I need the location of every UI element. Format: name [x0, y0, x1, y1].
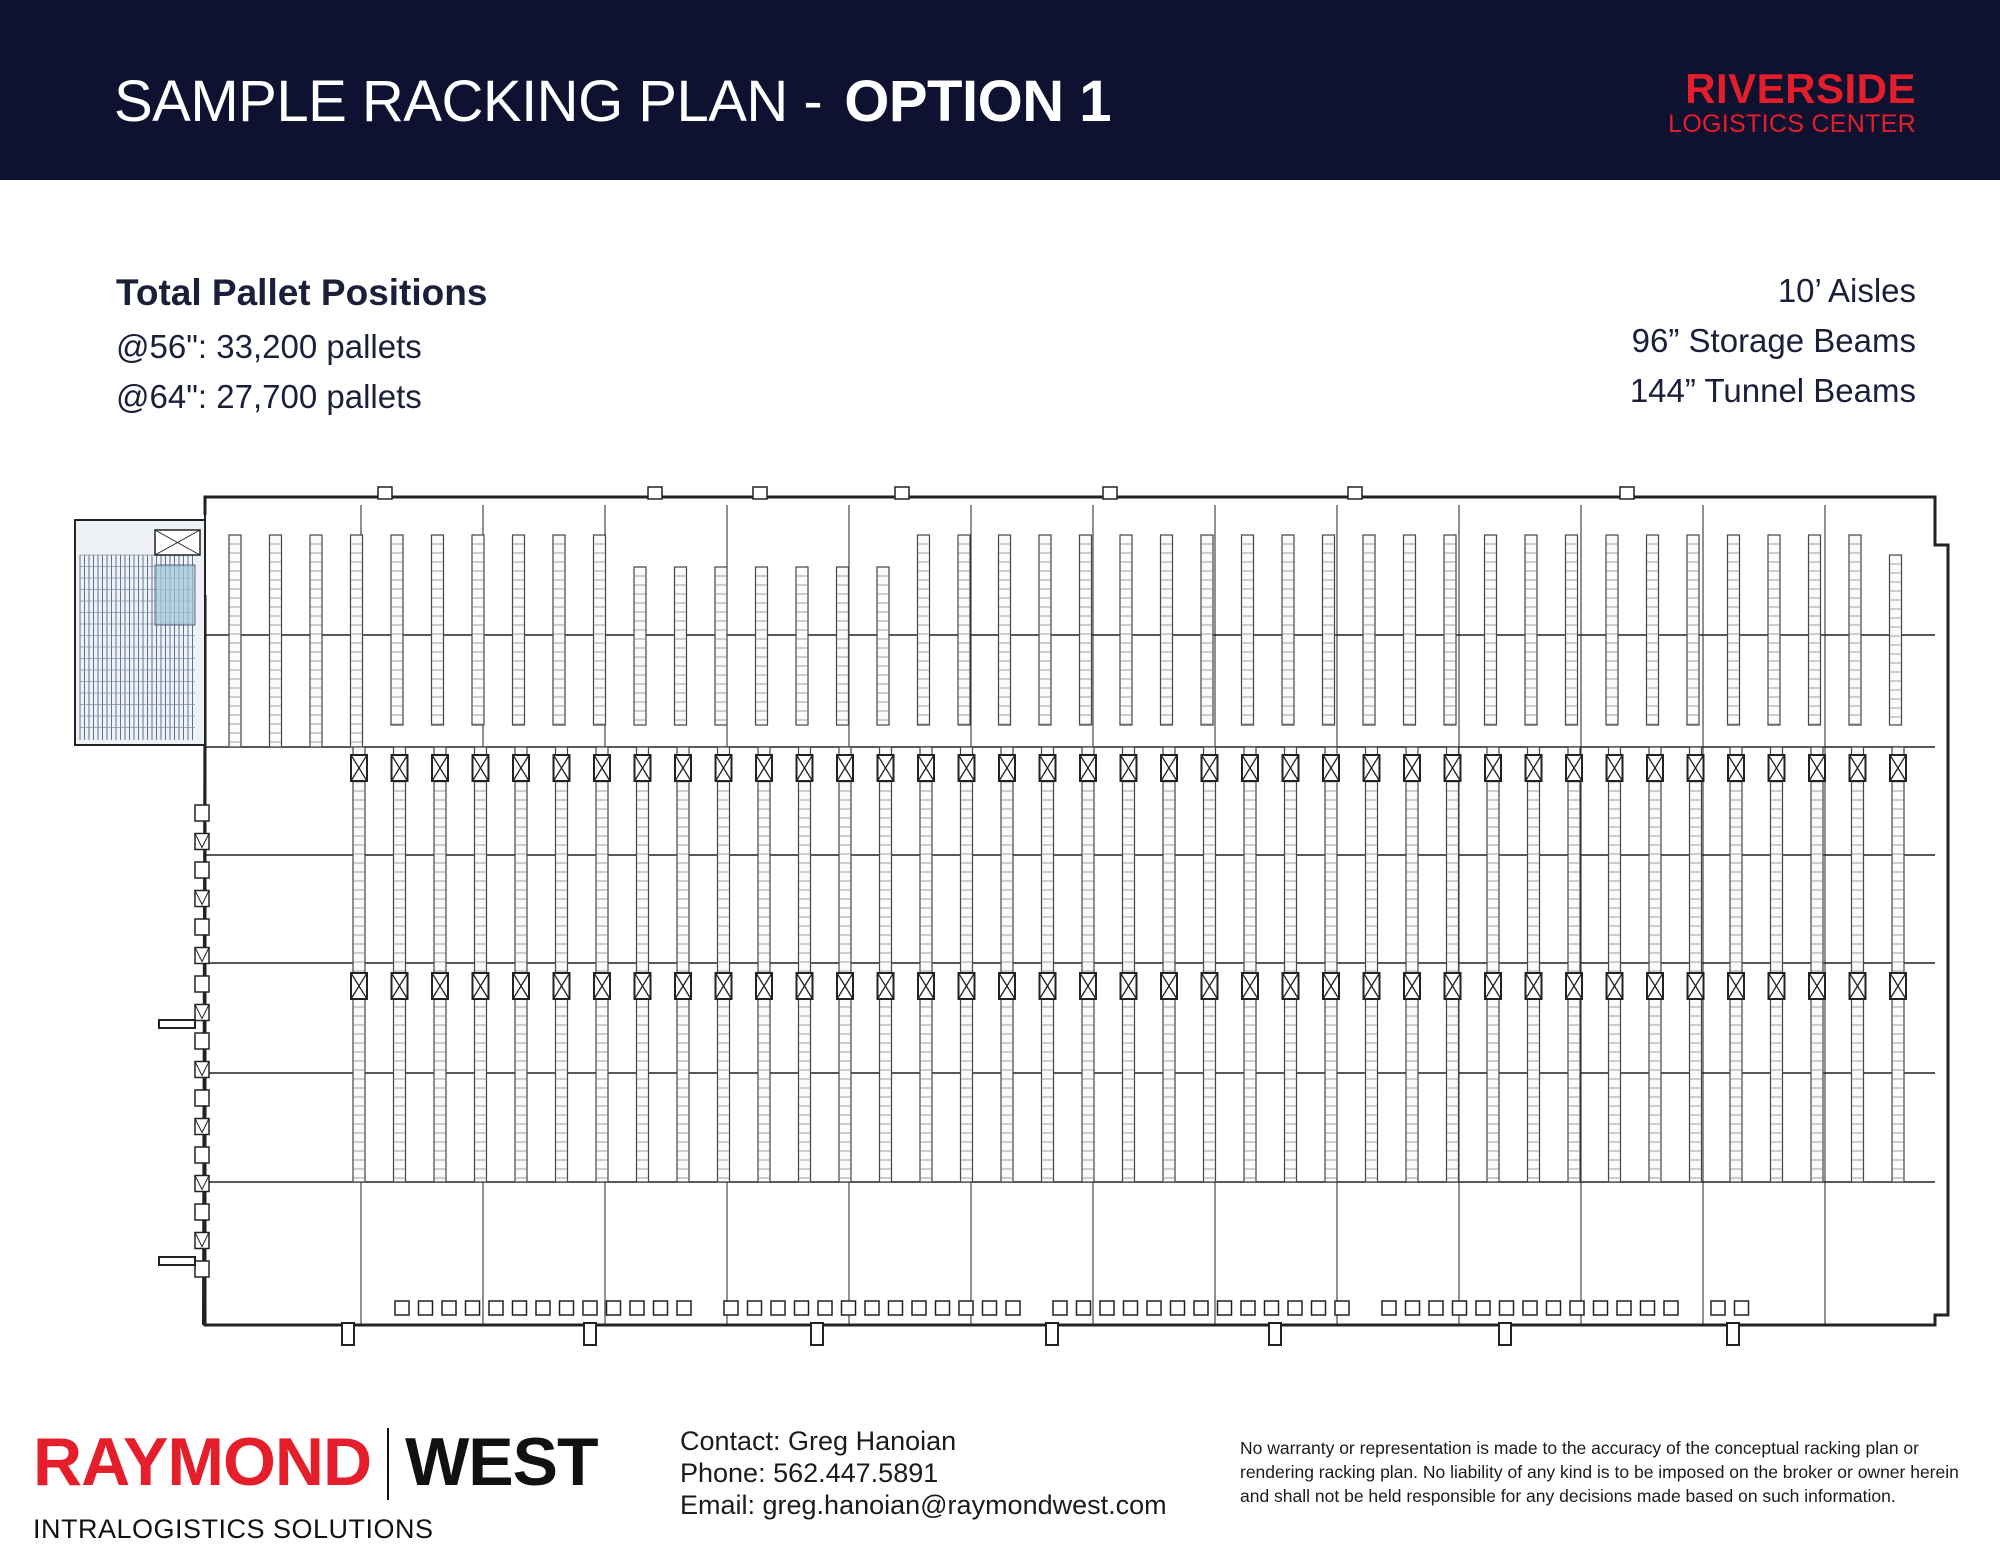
- dock-door-south: [983, 1301, 997, 1315]
- rack-row-main: [515, 747, 527, 1182]
- dock-door-south: [936, 1301, 950, 1315]
- rack-row-upper: [1363, 535, 1375, 725]
- dock-door-south: [1265, 1301, 1279, 1315]
- roof-access: [1348, 487, 1362, 499]
- dock-door-south: [889, 1301, 903, 1315]
- dock-door-south: [795, 1301, 809, 1315]
- dock-door-south: [1406, 1301, 1420, 1315]
- dock-door-south: [912, 1301, 926, 1315]
- dock-door-south: [513, 1301, 527, 1315]
- rack-row-upper: [432, 535, 444, 725]
- dock-door-west: [195, 1261, 209, 1277]
- raymond-west-logo: [33, 1424, 598, 1545]
- rack-row-upper: [1728, 535, 1740, 725]
- brand-name: RIVERSIDE: [1685, 65, 1916, 112]
- rack-row-main: [1771, 747, 1783, 1182]
- rack-row-main: [1447, 747, 1459, 1182]
- rack-row-upper: [1525, 535, 1537, 725]
- rack-row-upper: [1647, 535, 1659, 725]
- dock-door-south: [748, 1301, 762, 1315]
- south-entry: [584, 1323, 596, 1345]
- brand-subtitle: LOGISTICS CENTER: [1668, 110, 1916, 138]
- rack-row-main: [434, 747, 446, 1182]
- rack-row-upper: [1849, 535, 1861, 725]
- south-entry: [811, 1323, 823, 1345]
- pallet-count-56: @56": 33,200 pallets: [116, 328, 422, 365]
- dock-door-south: [677, 1301, 691, 1315]
- dock-door-south: [1453, 1301, 1467, 1315]
- dock-door-south: [536, 1301, 550, 1315]
- rack-row-main: [637, 747, 649, 1182]
- dock-door-south: [1288, 1301, 1302, 1315]
- rack-row-main: [1852, 747, 1864, 1182]
- rack-row-main: [596, 747, 608, 1182]
- rack-row-upper: [999, 535, 1011, 725]
- rack-row-upper: [1080, 535, 1092, 725]
- rack-row-upper: [1201, 535, 1213, 725]
- tunnel-beam-spec: 144” Tunnel Beams: [1629, 372, 1916, 409]
- rack-row-upper: [594, 535, 606, 725]
- dock-door-south: [1335, 1301, 1349, 1315]
- rack-row-upper: [1323, 535, 1335, 725]
- rack-row-upper: [1809, 535, 1821, 725]
- rack-row-upper: [1120, 535, 1132, 725]
- dock-door-south: [654, 1301, 668, 1315]
- racking-floor-plan: [55, 485, 1955, 1365]
- dock-door-west: [195, 1090, 209, 1106]
- rack-row-upper: [837, 567, 849, 725]
- rack-row-main: [1649, 747, 1661, 1182]
- rack-row-main: [1690, 747, 1702, 1182]
- dock-door-south: [1711, 1301, 1725, 1315]
- rack-row-upper: [1768, 535, 1780, 725]
- title-prefix: SAMPLE RACKING PLAN -: [114, 69, 823, 134]
- dock-door-south: [1547, 1301, 1561, 1315]
- office-area-blue: [155, 565, 195, 625]
- rack-row-main: [758, 747, 770, 1182]
- disclaimer-text: No warranty or representation is made to the accuracy of the conceptual racking plan or rendering racking plan. No liability of any kind is to be imposed on the broker or owner herein and shall not be held responsible for any decisions made based on such information.: [1240, 1438, 1959, 1506]
- rack-row-upper: [1444, 535, 1456, 725]
- dock-door-south: [1194, 1301, 1208, 1315]
- dock-door-south: [865, 1301, 879, 1315]
- west-entry: [159, 1257, 195, 1265]
- rack-row-main: [1406, 747, 1418, 1182]
- dock-door-south: [1312, 1301, 1326, 1315]
- dock-door-south: [1147, 1301, 1161, 1315]
- dock-door-south: [818, 1301, 832, 1315]
- dock-door-south: [1429, 1301, 1443, 1315]
- dock-door-south: [466, 1301, 480, 1315]
- rack-row-upper: [634, 567, 646, 725]
- pallet-heading: Total Pallet Positions: [116, 272, 488, 313]
- riverside-logo: [1668, 65, 1916, 138]
- rack-row-main: [353, 747, 365, 1182]
- rack-row-main: [1285, 747, 1297, 1182]
- aisle-spec: 10’ Aisles: [1777, 272, 1916, 309]
- dock-door-south: [724, 1301, 738, 1315]
- dock-door-south: [419, 1301, 433, 1315]
- dock-door-west: [195, 1204, 209, 1220]
- dock-door-south: [771, 1301, 785, 1315]
- dock-door-south: [1664, 1301, 1678, 1315]
- contact-email[interactable]: Email: greg.hanoian@raymondwest.com: [680, 1490, 1167, 1520]
- south-entry: [1046, 1323, 1058, 1345]
- rack-row-upper: [1242, 535, 1254, 725]
- logo-west: WEST: [405, 1424, 598, 1500]
- dock-door-south: [959, 1301, 973, 1315]
- rack-row-upper: [877, 567, 889, 725]
- dock-door-south: [630, 1301, 644, 1315]
- west-entry: [159, 1020, 195, 1028]
- south-entry: [342, 1323, 354, 1345]
- pallet-stats: [116, 272, 487, 428]
- rack-row-upper: [675, 567, 687, 725]
- rack-row-upper: [391, 535, 403, 725]
- rack-row-main: [1001, 747, 1013, 1182]
- rack-row-upper: [756, 567, 768, 725]
- rack-row-main: [920, 747, 932, 1182]
- rack-row-main: [475, 747, 487, 1182]
- rack-row-upper: [1890, 555, 1902, 725]
- rack-row-upper: [1161, 535, 1173, 725]
- rack-row-main: [880, 747, 892, 1182]
- page-title: [114, 68, 1111, 135]
- dock-door-south: [1500, 1301, 1514, 1315]
- rack-row-upper: [715, 567, 727, 725]
- rack-row-upper: [1687, 535, 1699, 725]
- roof-access: [753, 487, 767, 499]
- rack-row-main: [718, 747, 730, 1182]
- dock-door-south: [1523, 1301, 1537, 1315]
- roof-access: [1103, 487, 1117, 499]
- rack-row-upper: [1606, 535, 1618, 725]
- dock-door-south: [1218, 1301, 1232, 1315]
- dock-door-south: [560, 1301, 574, 1315]
- rack-row-main: [961, 747, 973, 1182]
- rack-row-upper: [796, 567, 808, 725]
- dock-door-west: [195, 1147, 209, 1163]
- dock-door-south: [395, 1301, 409, 1315]
- rack-row-main: [1730, 747, 1742, 1182]
- dock-door-south: [1124, 1301, 1138, 1315]
- rack-row-main: [1892, 747, 1904, 1182]
- rack-row-upper: [1566, 535, 1578, 725]
- contact-phone: Phone: 562.447.5891: [680, 1458, 939, 1488]
- dock-door-west: [195, 805, 209, 821]
- rack-row-main: [556, 747, 568, 1182]
- logo-raymond: RAYMOND: [33, 1424, 372, 1500]
- dock-door-south: [1617, 1301, 1631, 1315]
- dock-door-south: [1241, 1301, 1255, 1315]
- dock-door-south: [1476, 1301, 1490, 1315]
- rack-row-upper: [553, 535, 565, 725]
- roof-access: [895, 487, 909, 499]
- dock-door-south: [1171, 1301, 1185, 1315]
- dock-door-west: [195, 919, 209, 935]
- rack-row-upper: [472, 535, 484, 725]
- rack-row-main: [1528, 747, 1540, 1182]
- rack-row-upper: [1485, 535, 1497, 725]
- dock-door-south: [1100, 1301, 1114, 1315]
- dock-door-south: [442, 1301, 456, 1315]
- rack-row-upper: [513, 535, 525, 725]
- dock-door-south: [1735, 1301, 1749, 1315]
- dock-door-south: [583, 1301, 597, 1315]
- rack-row-upper: [918, 535, 930, 725]
- header-bar: [0, 0, 2000, 180]
- storage-beam-spec: 96” Storage Beams: [1631, 322, 1916, 359]
- rack-row-upper: [958, 535, 970, 725]
- rack-row-main: [1082, 747, 1094, 1182]
- dock-door-west: [195, 1033, 209, 1049]
- rack-row-main: [799, 747, 811, 1182]
- dock-door-south: [1594, 1301, 1608, 1315]
- dock-door-south: [1077, 1301, 1091, 1315]
- dock-door-west: [195, 862, 209, 878]
- rack-row-main: [1366, 747, 1378, 1182]
- dock-door-south: [607, 1301, 621, 1315]
- rack-row-main: [1204, 747, 1216, 1182]
- rack-row-main: [839, 747, 851, 1182]
- contact-block: [680, 1425, 1167, 1521]
- dock-door-south: [1641, 1301, 1655, 1315]
- rack-row-upper: [1039, 535, 1051, 725]
- dock-door-south: [1570, 1301, 1584, 1315]
- spec-list: [1630, 272, 1916, 422]
- dock-door-south: [1382, 1301, 1396, 1315]
- rack-row-main: [1325, 747, 1337, 1182]
- rack-row-main: [1163, 747, 1175, 1182]
- rack-row-main: [1123, 747, 1135, 1182]
- rack-row-upper: [1404, 535, 1416, 725]
- roof-access: [648, 487, 662, 499]
- dock-door-south: [489, 1301, 503, 1315]
- dock-door-south: [842, 1301, 856, 1315]
- south-entry: [1499, 1323, 1511, 1345]
- rack-row-main: [1811, 747, 1823, 1182]
- rack-row-main: [677, 747, 689, 1182]
- south-entry: [1727, 1323, 1739, 1345]
- dock-door-west: [195, 976, 209, 992]
- logo-divider: [387, 1428, 389, 1500]
- dock-door-south: [1006, 1301, 1020, 1315]
- roof-access: [1620, 487, 1634, 499]
- title-option: OPTION 1: [844, 69, 1111, 134]
- south-entry: [1269, 1323, 1281, 1345]
- rack-row-main: [1487, 747, 1499, 1182]
- rack-row-main: [1609, 747, 1621, 1182]
- contact-name: Contact: Greg Hanoian: [680, 1426, 957, 1456]
- logo-tagline: INTRALOGISTICS SOLUTIONS: [33, 1514, 434, 1544]
- pallet-count-64: @64": 27,700 pallets: [116, 378, 422, 415]
- roof-access: [378, 487, 392, 499]
- rack-row-main: [1244, 747, 1256, 1182]
- rack-row-main: [1568, 747, 1580, 1182]
- rack-row-upper: [1282, 535, 1294, 725]
- rack-row-main: [394, 747, 406, 1182]
- dock-door-south: [1053, 1301, 1067, 1315]
- rack-row-main: [1042, 747, 1054, 1182]
